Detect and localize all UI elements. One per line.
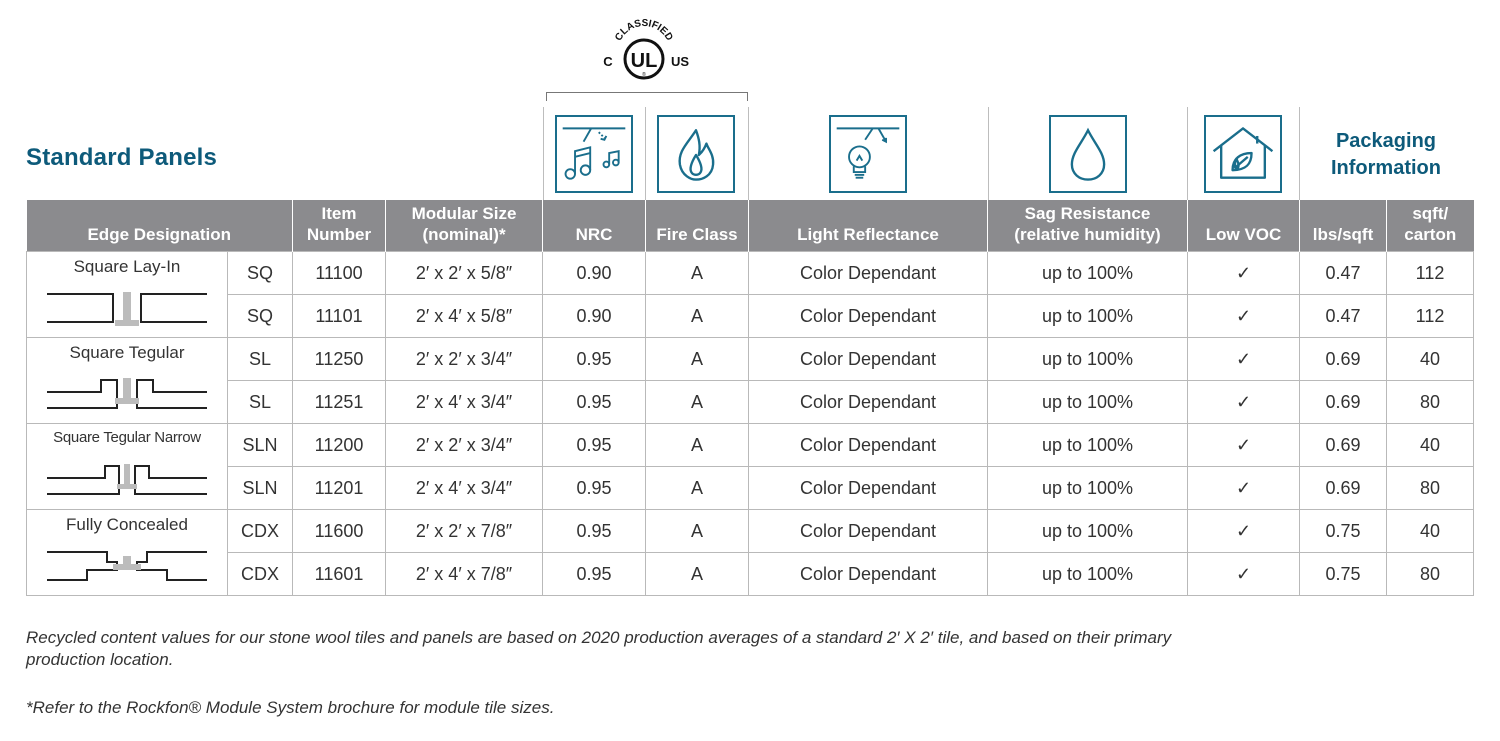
item-number-cell: 11601 <box>293 553 386 596</box>
edge-code-cell: CDX <box>228 553 293 596</box>
sag-resistance-cell: up to 100% <box>988 252 1188 295</box>
table-row <box>27 510 1474 553</box>
edge-name: Square Tegular <box>69 343 185 362</box>
low-voc-check: ✓ <box>1188 381 1300 424</box>
lbs-sqft-cell: 0.69 <box>1300 338 1387 381</box>
lbs-sqft-cell: 0.75 <box>1300 553 1387 596</box>
light-reflectance-cell: Color Dependant <box>749 338 988 381</box>
fire-class-cell: A <box>646 553 749 596</box>
fire-class-cell: A <box>646 338 749 381</box>
item-number-cell: 11250 <box>293 338 386 381</box>
sqft-carton-cell: 80 <box>1387 467 1474 510</box>
header-sag-resistance: Sag Resistance (relative humidity) <box>988 200 1188 252</box>
sag-resistance-cell: up to 100% <box>988 467 1188 510</box>
header-low-voc: Low VOC <box>1188 200 1300 252</box>
modular-size-cell: 2′ x 2′ x 3/4″ <box>386 424 543 467</box>
edge-code-cell: SLN <box>228 424 293 467</box>
item-number-cell: 11251 <box>293 381 386 424</box>
fire-class-cell: A <box>646 295 749 338</box>
ul-classified-logo <box>596 12 692 82</box>
lbs-sqft-cell: 0.47 <box>1300 295 1387 338</box>
lbs-sqft-cell: 0.47 <box>1300 252 1387 295</box>
header-lbs-sqft: lbs/sqft <box>1300 200 1387 252</box>
edge-designation-cell <box>27 338 228 424</box>
acoustic-music-icon <box>555 115 633 193</box>
low-voc-check: ✓ <box>1188 510 1300 553</box>
header-light-reflectance: Light Reflectance <box>749 200 988 252</box>
table-row <box>27 252 1474 295</box>
page-title: Standard Panels <box>26 144 218 171</box>
light-reflectance-cell: Color Dependant <box>749 467 988 510</box>
table-row <box>27 338 1474 381</box>
sag-resistance-cell: up to 100% <box>988 338 1188 381</box>
sag-resistance-cell: up to 100% <box>988 381 1188 424</box>
recycled-content-note: Recycled content values for our stone wool tiles and panels are based on 2020 production averages of a standard 2′ X 2′ tile, and based on their primary production location. <box>26 628 1172 669</box>
light-reflectance-cell: Color Dependant <box>749 424 988 467</box>
light-bulb-icon <box>829 115 907 193</box>
edge-code-cell: SLN <box>228 467 293 510</box>
item-number-cell: 11101 <box>293 295 386 338</box>
svg-text:®: ® <box>642 72 646 78</box>
column-divider <box>543 107 544 200</box>
table-row <box>27 467 1474 510</box>
edge-code-cell: SL <box>228 338 293 381</box>
fire-class-cell: A <box>646 381 749 424</box>
low-voc-check: ✓ <box>1188 338 1300 381</box>
lbs-sqft-cell: 0.75 <box>1300 510 1387 553</box>
sqft-carton-cell: 40 <box>1387 338 1474 381</box>
lbs-sqft-cell: 0.69 <box>1300 467 1387 510</box>
light-reflectance-cell: Color Dependant <box>749 295 988 338</box>
low-voc-check: ✓ <box>1188 553 1300 596</box>
fire-class-cell: A <box>646 510 749 553</box>
item-number-cell: 11100 <box>293 252 386 295</box>
edge-name: Square Lay-In <box>73 257 181 276</box>
table-row <box>27 424 1474 467</box>
nrc-cell: 0.95 <box>543 424 646 467</box>
edge-code-cell: CDX <box>228 510 293 553</box>
light-reflectance-cell: Color Dependant <box>749 553 988 596</box>
ul-center-text: UL <box>630 50 658 72</box>
header-edge-designation: Edge Designation <box>27 200 293 252</box>
item-number-cell: 11600 <box>293 510 386 553</box>
nrc-cell: 0.95 <box>543 338 646 381</box>
table-row <box>27 381 1474 424</box>
header-nrc: NRC <box>543 200 646 252</box>
sqft-carton-cell: 112 <box>1387 252 1474 295</box>
water-drop-icon <box>1049 115 1127 193</box>
edge-code-cell: SL <box>228 381 293 424</box>
edge-name: Fully Concealed <box>66 515 188 534</box>
modular-size-cell: 2′ x 2′ x 5/8″ <box>386 252 543 295</box>
low-voc-check: ✓ <box>1188 424 1300 467</box>
nrc-cell: 0.90 <box>543 295 646 338</box>
column-divider <box>1187 107 1188 200</box>
edge-designation-cell <box>27 424 228 510</box>
modular-size-cell: 2′ x 2′ x 3/4″ <box>386 338 543 381</box>
sag-resistance-cell: up to 100% <box>988 510 1188 553</box>
modular-size-cell: 2′ x 4′ x 7/8″ <box>386 553 543 596</box>
nrc-cell: 0.95 <box>543 553 646 596</box>
ul-bracket <box>546 92 748 101</box>
column-divider <box>645 107 646 200</box>
nrc-cell: 0.95 <box>543 510 646 553</box>
fire-class-cell: A <box>646 424 749 467</box>
modular-size-cell: 2′ x 2′ x 7/8″ <box>386 510 543 553</box>
header-modular-size: Modular Size (nominal)* <box>386 200 543 252</box>
lbs-sqft-cell: 0.69 <box>1300 424 1387 467</box>
fire-class-cell: A <box>646 467 749 510</box>
edge-name: Square Tegular Narrow <box>53 429 201 446</box>
column-divider <box>988 107 989 200</box>
table-row <box>27 295 1474 338</box>
sag-resistance-cell: up to 100% <box>988 295 1188 338</box>
table-row <box>27 553 1474 596</box>
header-sqft-carton: sqft/ carton <box>1387 200 1474 252</box>
sqft-carton-cell: 80 <box>1387 381 1474 424</box>
sqft-carton-cell: 80 <box>1387 553 1474 596</box>
edge-code-cell: SQ <box>228 252 293 295</box>
standard-panels-table <box>26 200 1474 596</box>
item-number-cell: 11200 <box>293 424 386 467</box>
edge-designation-cell <box>27 252 228 338</box>
column-divider <box>748 107 749 200</box>
sag-resistance-cell: up to 100% <box>988 424 1188 467</box>
ul-right-text: US <box>670 54 690 69</box>
low-voc-check: ✓ <box>1188 467 1300 510</box>
modular-size-cell: 2′ x 4′ x 3/4″ <box>386 467 543 510</box>
header-item-number: Item Number <box>293 200 386 252</box>
sag-resistance-cell: up to 100% <box>988 553 1188 596</box>
sqft-carton-cell: 40 <box>1387 510 1474 553</box>
fire-icon <box>657 115 735 193</box>
item-number-cell: 11201 <box>293 467 386 510</box>
nrc-cell: 0.95 <box>543 467 646 510</box>
nrc-cell: 0.90 <box>543 252 646 295</box>
header-fire-class: Fire Class <box>646 200 749 252</box>
modular-size-cell: 2′ x 4′ x 5/8″ <box>386 295 543 338</box>
low-voc-check: ✓ <box>1188 252 1300 295</box>
packaging-information-title: Packaging Information <box>1331 130 1441 179</box>
edge-designation-cell <box>27 510 228 596</box>
module-system-note: *Refer to the Rockfon® Module System brochure for module tile sizes. <box>26 698 555 717</box>
lbs-sqft-cell: 0.69 <box>1300 381 1387 424</box>
sqft-carton-cell: 40 <box>1387 424 1474 467</box>
ul-left-text: C <box>603 54 613 69</box>
light-reflectance-cell: Color Dependant <box>749 510 988 553</box>
table-header-row <box>27 200 1474 252</box>
edge-code-cell: SQ <box>228 295 293 338</box>
light-reflectance-cell: Color Dependant <box>749 252 988 295</box>
modular-size-cell: 2′ x 4′ x 3/4″ <box>386 381 543 424</box>
ul-top-text: CLASSIFIED <box>613 17 675 43</box>
house-leaf-icon <box>1204 115 1282 193</box>
low-voc-check: ✓ <box>1188 295 1300 338</box>
nrc-cell: 0.95 <box>543 381 646 424</box>
fire-class-cell: A <box>646 252 749 295</box>
sqft-carton-cell: 112 <box>1387 295 1474 338</box>
light-reflectance-cell: Color Dependant <box>749 381 988 424</box>
